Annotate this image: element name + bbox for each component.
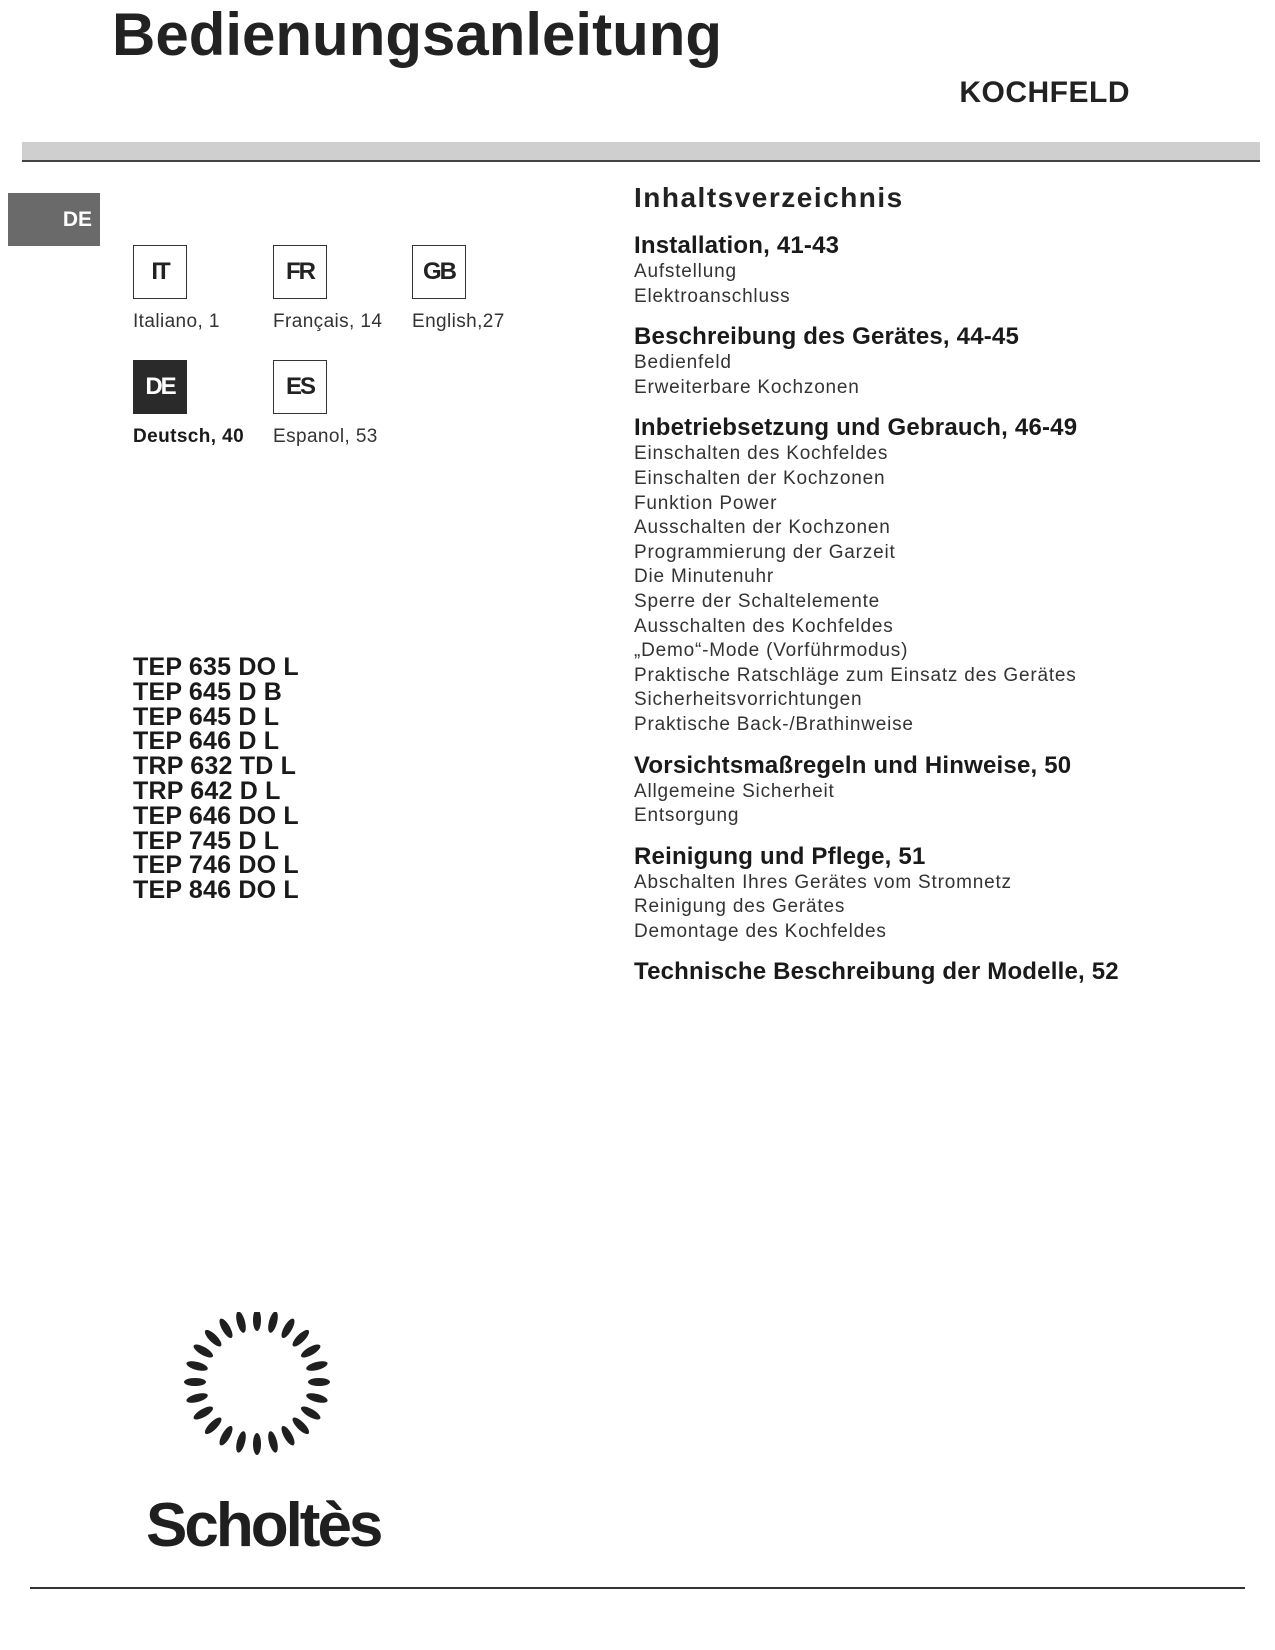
logo-ray [203, 1415, 224, 1436]
logo-ray [279, 1424, 297, 1447]
model-item: TRP 632 TD L [133, 752, 297, 781]
language-code-box: FR [273, 245, 327, 299]
logo-ray [253, 1433, 261, 1455]
logo-ray [192, 1342, 215, 1360]
toc-item[interactable]: Einschalten des Kochfeldes [634, 443, 889, 465]
toc-item[interactable]: Sicherheitsvorrichtungen [634, 689, 863, 711]
toc-section-cleaning [634, 843, 1234, 945]
model-item: TEP 645 D L [133, 702, 280, 731]
toc-section-operation [634, 414, 1234, 737]
table-of-contents [634, 182, 1234, 1000]
model-item: TEP 635 DO L [133, 653, 299, 681]
toc-section-precautions [634, 752, 1234, 829]
toc-item[interactable]: Praktische Ratschläge zum Einsatz des Gerätes [634, 664, 1077, 686]
toc-item[interactable]: Elektroanschluss [634, 285, 791, 307]
language-label: Espanol, 53 [273, 426, 378, 447]
logo-ray [203, 1328, 224, 1349]
logo-ray [234, 1312, 247, 1334]
model-item: TRP 642 D L [133, 776, 281, 805]
language-code-box: GB [412, 245, 466, 299]
toc-item[interactable]: Allgemeine Sicherheit [634, 780, 835, 802]
logo-ray [234, 1430, 247, 1453]
logo-ray [266, 1430, 279, 1453]
toc-item[interactable]: Abschalten Ihres Gerätes vom Stromnetz [634, 871, 1012, 893]
toc-heading[interactable]: Beschreibung des Gerätes, 44-45 [634, 323, 1020, 351]
toc-heading[interactable]: Inbetriebsetzung und Gebrauch, 46-49 [634, 414, 1078, 442]
toc-item[interactable]: Demontage des Kochfeldes [634, 920, 887, 942]
language-side-tab: DE [8, 193, 100, 246]
toc-title: Inhaltsverzeichnis [634, 182, 904, 213]
model-item: TEP 745 D L [133, 826, 280, 855]
logo-ray [290, 1415, 311, 1436]
toc-heading[interactable]: Installation, 41-43 [634, 232, 840, 259]
logo-ray [308, 1378, 330, 1386]
language-es[interactable] [273, 360, 453, 448]
logo-ray [185, 1359, 208, 1372]
toc-item[interactable]: Programmierung der Garzeit [634, 541, 896, 563]
toc-item[interactable]: Entsorgung [634, 805, 740, 827]
logo-ray [192, 1404, 215, 1422]
footer-divider [30, 1587, 1245, 1589]
logo-ray [290, 1328, 311, 1349]
toc-heading[interactable]: Technische Beschreibung der Modelle, 52 [634, 958, 1119, 986]
toc-section-description [634, 323, 1234, 400]
language-label: Français, 14 [273, 311, 383, 332]
language-code-box: ES [273, 360, 327, 414]
language-code-box: DE [133, 360, 187, 414]
logo-ray [253, 1312, 261, 1331]
toc-item[interactable]: Reinigung des Gerätes [634, 896, 846, 918]
toc-item[interactable]: Bedienfeld [634, 352, 732, 374]
logo-ray [305, 1359, 328, 1372]
toc-item[interactable]: Einschalten der Kochzonen [634, 467, 886, 489]
model-item: TEP 746 DO L [133, 851, 299, 880]
model-item: TEP 646 DO L [133, 801, 299, 830]
model-item: TEP 645 D B [133, 677, 283, 706]
logo-ray [305, 1391, 328, 1404]
document-subtitle: KOCHFELD [959, 76, 1130, 109]
logo-ray [279, 1317, 297, 1340]
logo-ray [217, 1317, 235, 1340]
language-label: Deutsch, 40 [133, 426, 245, 447]
toc-item[interactable]: Erweiterbare Kochzonen [634, 376, 860, 398]
brand-logo-text: Scholtès [146, 1491, 381, 1560]
logo-ray [266, 1312, 279, 1334]
toc-item[interactable]: Praktische Back-/Brathinweise [634, 713, 914, 735]
header-divider-bar [22, 142, 1260, 162]
toc-heading[interactable]: Vorsichtsmaßregeln und Hinweise, 50 [634, 751, 1072, 779]
logo-ray [185, 1391, 208, 1404]
model-item: TEP 646 D L [133, 727, 280, 756]
toc-item[interactable]: Sperre der Schaltelemente [634, 590, 881, 612]
toc-item[interactable]: Aufstellung [634, 261, 737, 282]
model-list [133, 655, 299, 903]
toc-section-technical [634, 958, 1234, 986]
toc-heading[interactable]: Reinigung und Pflege, 51 [634, 842, 926, 870]
logo-ray [217, 1424, 235, 1447]
toc-item[interactable]: Ausschalten der Kochzonen [634, 517, 891, 539]
language-gb[interactable] [412, 245, 592, 333]
toc-item[interactable]: „Demo“-Mode (Vorführmodus) [634, 640, 909, 662]
document-title: Bedienungsanleitung [112, 1, 723, 68]
toc-section-installation [634, 232, 1234, 309]
logo-ray [184, 1378, 206, 1386]
language-label: English,27 [412, 311, 505, 332]
toc-item[interactable]: Ausschalten des Kochfeldes [634, 615, 894, 637]
language-code-box: IT [133, 245, 187, 299]
logo-ray [299, 1342, 322, 1360]
toc-item[interactable]: Die Minutenuhr [634, 566, 775, 588]
toc-item[interactable]: Funktion Power [634, 492, 778, 514]
language-label: Italiano, 1 [133, 311, 220, 332]
model-item: TEP 846 DO L [133, 876, 299, 905]
logo-ray [299, 1404, 322, 1422]
